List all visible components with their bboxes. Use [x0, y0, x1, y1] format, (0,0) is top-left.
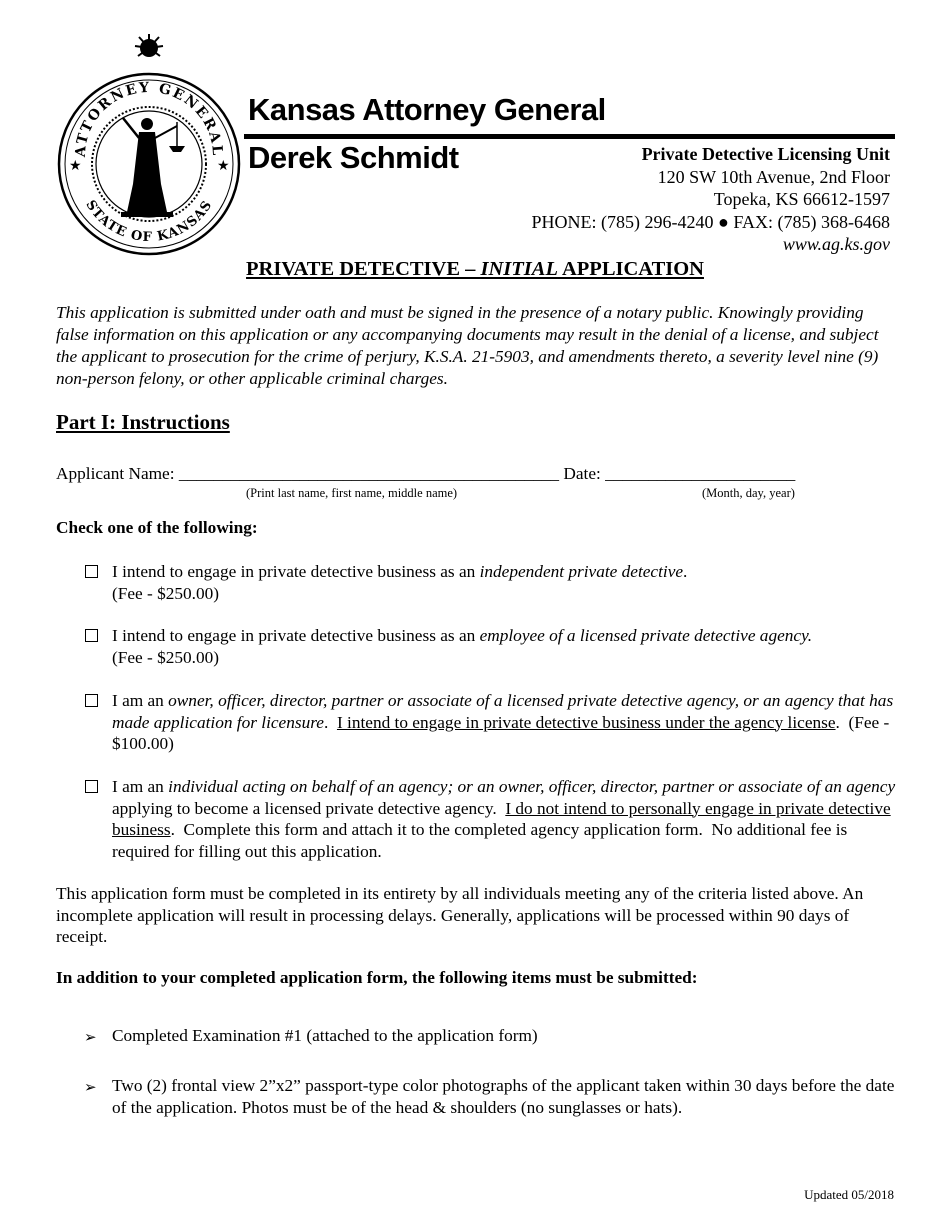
option-2-text [112, 625, 896, 668]
option-1-checkbox[interactable] [85, 565, 98, 578]
arrow-bullet-icon: ➢ [84, 1030, 97, 1046]
official-name: Derek Schmidt [248, 140, 459, 175]
option-3-checkbox[interactable] [85, 694, 98, 707]
option-3-text [112, 690, 896, 755]
seal-ring-bottom-text: STATE OF KANSAS [82, 197, 216, 246]
completion-paragraph: This application form must be completed in its entirety by all individuals meeting any of the criteria listed above. An incomplete application will result in processing delays. Generally, applications will be processed within 90 days of receipt. [56, 884, 864, 946]
option-3-part-a: I am an [112, 691, 169, 710]
office-title: Kansas Attorney General [248, 92, 606, 127]
oath-paragraph: This application is submitted under oath and must be signed in the presence of a notary public. Knowingly providing false information on this application or any accompanying documents may result in the denial of a license, and subject the applicant to prosecution for the crime of perjury, K.S.A. 21-5903, and amendments thereto, a severity level nine (9) non-person felony, or other applicable criminal charges. [56, 303, 879, 388]
svg-text:★: ★ [69, 158, 82, 174]
option-4-part-a: I am an [112, 777, 169, 796]
header-divider [244, 134, 895, 139]
arrow-bullet-icon: ➢ [84, 1080, 97, 1096]
phone-fax: PHONE: (785) 296-4240 ● FAX: (785) 368-6468 [531, 211, 890, 232]
contact-block [531, 143, 890, 256]
option-4-part-d: I do not intend to personally engage in private detective business [112, 798, 891, 839]
option-3-part-b: owner, officer, director, partner or associate of a licensed private detective agency, or an agency that has made application for licensure [112, 691, 894, 732]
option-4-text [112, 776, 900, 862]
applicant-name-label: Applicant Name: [56, 464, 175, 483]
updated-date: Updated 05/2018 [804, 1187, 894, 1202]
option-3-part-c: . [323, 712, 337, 732]
required-item-1: Completed Examination #1 (attached to the application form) [112, 1026, 538, 1045]
title-part-3: APPLICATION [557, 258, 704, 280]
name-hint: (Print last name, first name, middle name) [246, 486, 458, 500]
check-heading: Check one of the following: [56, 518, 258, 537]
document-title [0, 258, 950, 281]
option-1-part-c: . [683, 562, 688, 581]
option-2-part-a: I intend to engage in private detective business as an [112, 626, 480, 645]
option-3-part-e: . (Fee - $100.00) [112, 712, 894, 753]
address-line-1: 120 SW 10th Avenue, 2nd Floor [657, 166, 890, 187]
option-4-part-b: individual acting on behalf of an agency; or an owner, officer, director, partner or associate of an agency [168, 777, 896, 796]
required-item-2: Two (2) frontal view 2”x2” passport-type color photographs of the applicant taken within 30 days before the date of the application. Photos must be of the head & shoulders (no sunglasses or hats). [112, 1076, 895, 1117]
sunflower-icon [135, 34, 163, 57]
kansas-ag-seal-logo [55, 34, 243, 258]
option-2-fee: (Fee - $250.00) [112, 647, 220, 667]
unit-name: Private Detective Licensing Unit [641, 144, 890, 164]
website-link[interactable]: www.ag.ks.gov [782, 234, 890, 254]
part1-heading: Part I: Instructions [56, 410, 230, 434]
title-part-1: PRIVATE DETECTIVE – [246, 258, 481, 280]
option-1-part-b: independent private detective [479, 562, 684, 581]
svg-text:★: ★ [217, 158, 230, 174]
seal-ring-top-text: ATTORNEY GENERAL [72, 79, 226, 158]
date-label: Date: [563, 464, 601, 483]
option-4-part-e: . Complete this form and attach it to the completed agency application form. No additional fee is required for filling out this application. [112, 820, 852, 861]
applicant-row [56, 464, 795, 484]
option-3-part-d: I intend to engage in private detective business under the agency license [336, 712, 836, 732]
option-4-checkbox[interactable] [85, 780, 98, 793]
option-1-text [112, 561, 896, 604]
date-hint: (Month, day, year) [702, 486, 795, 500]
option-2-part-b: employee of a licensed private detective agency. [479, 626, 813, 645]
option-4-part-c: applying to become a licensed private detective agency. [112, 777, 900, 818]
additional-items-heading: In addition to your completed application form, the following items must be submitted: [56, 968, 698, 987]
option-1-fee: (Fee - $250.00) [112, 583, 220, 603]
date-field[interactable]: ______________________ [605, 464, 796, 483]
option-1-part-a: I intend to engage in private detective business as an [112, 562, 480, 581]
applicant-name-field[interactable]: ____________________________________________ [178, 464, 560, 483]
address-line-2: Topeka, KS 66612-1597 [713, 189, 890, 209]
title-part-2: INITIAL [480, 258, 558, 280]
option-2-checkbox[interactable] [85, 629, 98, 642]
